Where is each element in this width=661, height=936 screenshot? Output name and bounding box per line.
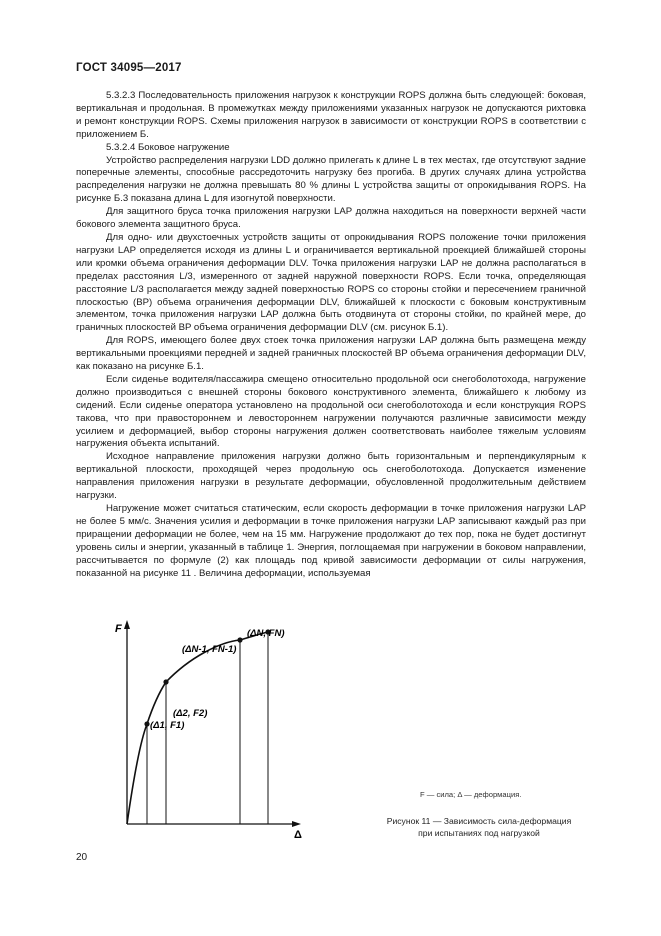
document-body bbox=[76, 90, 586, 580]
x-axis-arrow bbox=[292, 821, 301, 827]
force-deformation-curve bbox=[127, 632, 268, 824]
point-label-n: (ΔN, FN) bbox=[247, 628, 285, 639]
force-deformation-figure bbox=[100, 612, 320, 844]
x-axis-label: Δ bbox=[294, 829, 302, 841]
figure-caption bbox=[364, 815, 594, 839]
paragraph-5-3-2-4-heading: 5.3.2.4 Боковое нагружение bbox=[106, 141, 230, 153]
data-point-1 bbox=[144, 721, 149, 726]
paragraph-load-direction: Исходное направление приложения нагрузки должно быть горизонтальным и перпендикулярным к вертикальной плоскости, проходящей через продольную ось снегоболотохода. Допускается изменение направления приложения нагрузки в результате деформации, обусловленной продолжительным действием нагрузки. bbox=[76, 451, 586, 502]
paragraph-static-loading: Нагружение может считаться статическим, если скорость деформации в точке приложения нагрузки LAP не более 5 мм/с. Значения усилия и деформации в точке приложения нагрузки LAP записывают каждый раз при приращении деформации не более, чем на 15 мм. Нагружение продолжают до тех пор, пока не будет достигнут уровень силы и энергии, указанный в таблице 1. Энергия, поглощаемая при нагружении в боковом направлении, рассчитывается по формуле (2) как площадь под кривой зависимости деформации от силы нагружения, показанной на рисунке 11 . Величина деформации, используемая bbox=[76, 503, 586, 579]
page-number: 20 bbox=[76, 852, 88, 863]
point-label-n-1: (ΔN-1, FN-1) bbox=[182, 644, 237, 655]
point-label-1: (Δ1, F1) bbox=[150, 720, 185, 731]
document-header: ГОСТ 34095—2017 bbox=[76, 62, 182, 74]
paragraph-single-double-post: Для одно- или двухстоечных устройств защиты от опрокидывания ROPS положение точки приложения нагрузки LAP определяется исходя из длины L и ограничивается вертикальной проекцией ближайшей стороны или кромки объема ограничения деформации DLV. Точка приложения нагрузки LAP не должна располагаться в пределах расстояния L/3, измеренного от задней наружной поверхности ROPS. Если точка, определяющая расстояние L/3 располагается между задней поверхностью ROPS со стороны стойки и пересечением граничной плоскостью (BP) объема ограничения деформации DLV, ближайшей к плоскости с боковым конструктивным элементом, точка приложения нагрузки LAP должна быть отодвинута от стороны стойки, по крайней мере, до граничных плоскостей BP объема ограничения деформации DLV (см. рисунок Б.1). bbox=[76, 231, 586, 334]
paragraph-5-3-2-3: 5.3.2.3 Последовательность приложения нагрузок к конструкции ROPS должна быть следующей: боковая, вертикальная и продольная. В промежутках между приложениями указанных нагрузок не допускаются рихтовка и ремонт конструкции ROPS. Схемы приложения нагрузок в зависимости от конструкции ROPS в соответствии с приложением Б. bbox=[76, 90, 586, 140]
paragraph-ldd: Устройство распределения нагрузки LDD должно прилегать к длине L в тех местах, где отсутствуют задние поперечные элементы, способные рассредоточить нагрузку без прогиба. В других случаях длина устройства распределения нагрузки не должна превышать 80 % длины L устройства защиты от опрокидывания ROPS. На рисунке Б.3 показана длина L для изогнутой поверхности. bbox=[76, 154, 586, 205]
point-label-2: (Δ2, F2) bbox=[173, 708, 208, 719]
figure-legend: F — сила; Δ — деформация. bbox=[420, 790, 522, 799]
figure-caption-line-2: при испытаниях под нагрузкой bbox=[418, 828, 540, 838]
paragraph-protective-bar: Для защитного бруса точка приложения нагрузки LAP должна находиться на поверхности верхней части бокового элемента защитного бруса. bbox=[76, 206, 586, 231]
figure-caption-line-1: Рисунок 11 — Зависимость сила-деформация bbox=[386, 816, 572, 826]
y-axis-label: F bbox=[115, 623, 122, 635]
data-point-2 bbox=[163, 679, 168, 684]
paragraph-multi-post: Для ROPS, имеющего более двух стоек точка приложения нагрузки LAP должна быть размещена между вертикальными проекциями передней и задней граничных плоскостей BP объема ограничения деформации DLV, как показано на рисунке Б.1. bbox=[76, 335, 586, 373]
y-axis-arrow bbox=[124, 620, 130, 629]
data-point-n-1 bbox=[237, 637, 242, 642]
paragraph-seat-offset: Если сиденье водителя/пассажира смещено относительно продольной оси снегоболотохода, нагружение должно производиться с внешней стороны бокового конструктивного элемента, ближайшего к любому из сидений. Если сиденье оператора установлено на продольной оси снегоболотохода и если конструкция ROPS такова, что при правостороннем и левостороннем нагружении получаются различные зависимости между усилием и деформацией, выбор стороны нагружения должен соответствовать наиболее тяжелым условиям нагружения объекта испытаний. bbox=[76, 373, 586, 450]
